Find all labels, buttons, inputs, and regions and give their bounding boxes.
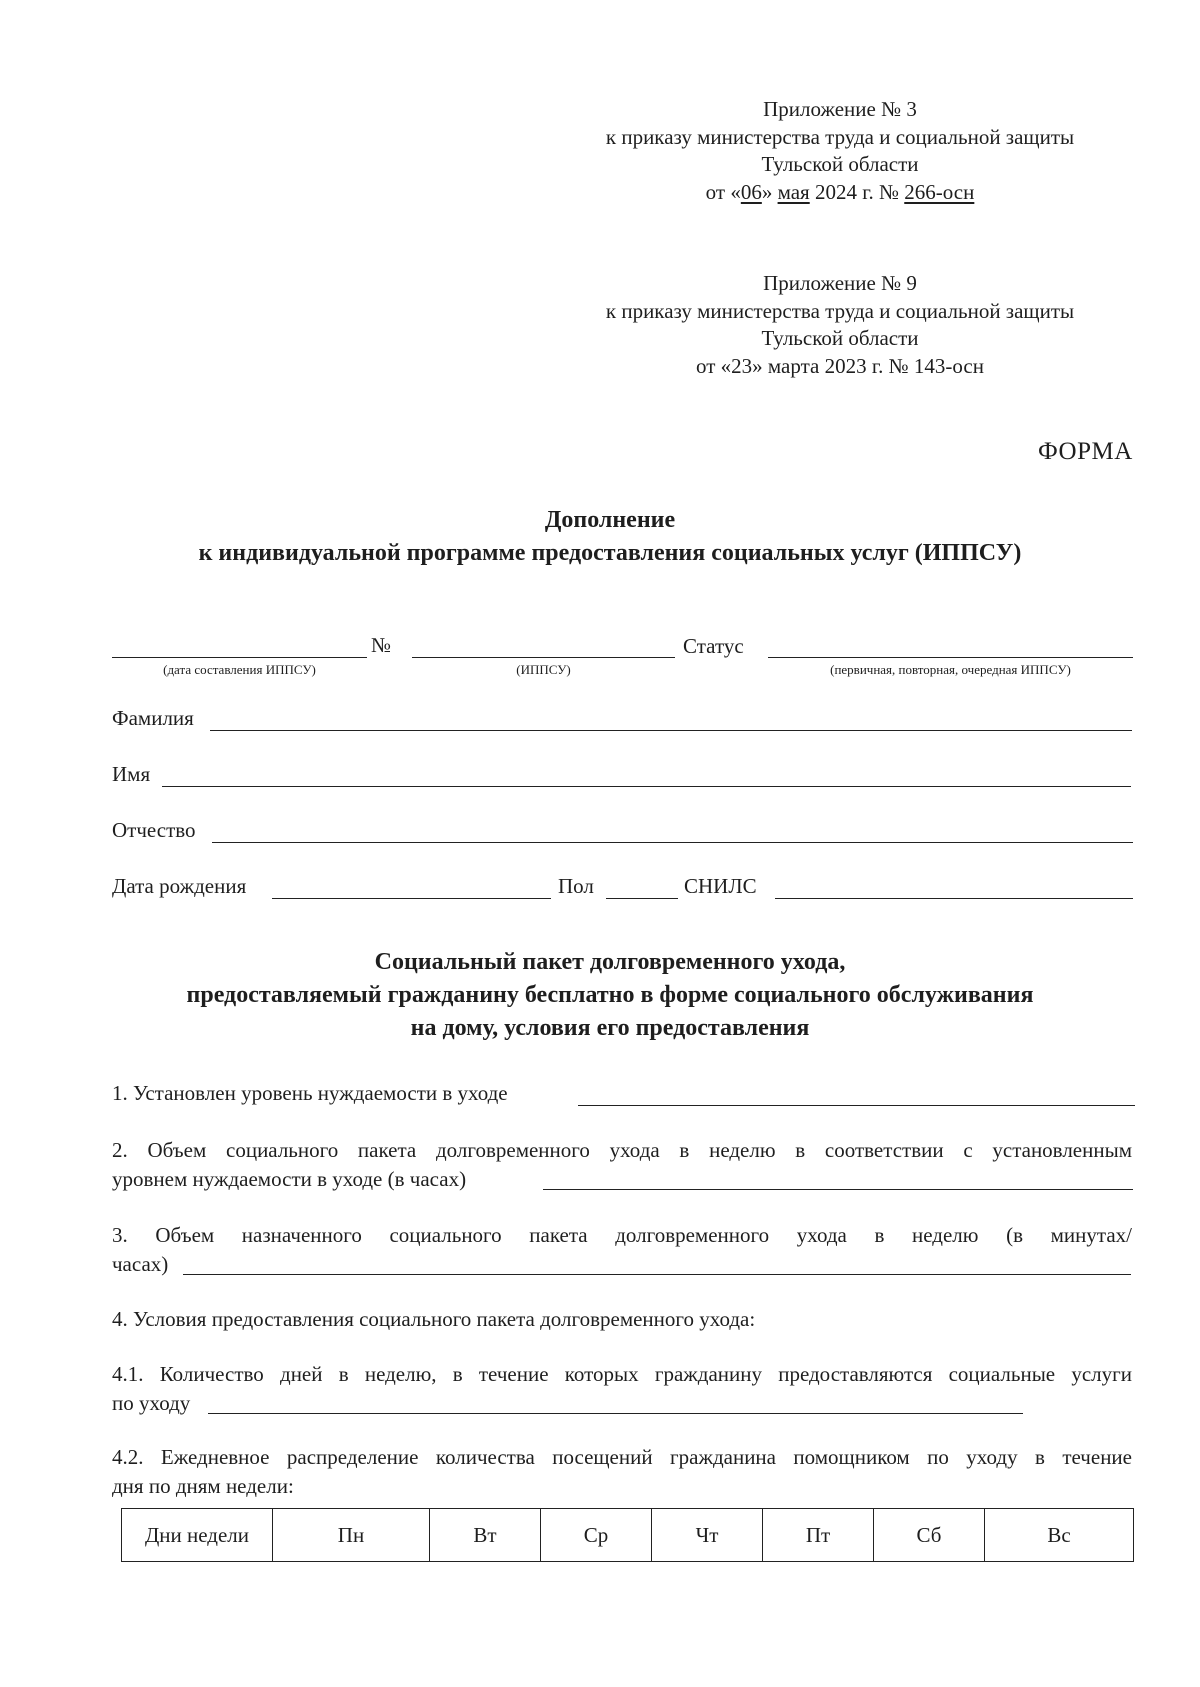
days-header-cell: Дни недели xyxy=(122,1509,273,1562)
item-4-1-first-line: 4.1. Количество дней в неделю, в течение которых гражданину предоставляются социальные услуги xyxy=(112,1362,1132,1386)
date-day: 06 xyxy=(740,179,762,204)
item-4-1-field[interactable] xyxy=(208,1413,1023,1414)
patronymic-field[interactable] xyxy=(212,842,1133,843)
item-3-cont: часах) xyxy=(112,1252,169,1276)
sex-field[interactable] xyxy=(606,898,678,899)
document-title xyxy=(60,504,1160,570)
appendix-9-title: Приложение № 9 xyxy=(763,271,917,295)
snils-label: СНИЛС xyxy=(684,874,757,898)
ippsu-number-field[interactable] xyxy=(412,657,675,658)
birthdate-field[interactable] xyxy=(272,898,551,899)
ippsu-status-field[interactable] xyxy=(768,657,1133,658)
patronymic-label: Отчество xyxy=(112,818,196,842)
section-title-line-2: предоставляемый гражданину бесплатно в форме социального обслуживания xyxy=(186,982,1034,1008)
form-label: ФОРМА xyxy=(1038,438,1133,465)
ippsu-date-field[interactable] xyxy=(112,657,367,658)
surname-field[interactable] xyxy=(210,730,1132,731)
day-cell-sun[interactable]: Вс xyxy=(985,1509,1134,1562)
birthdate-label: Дата рождения xyxy=(112,874,247,898)
section-title xyxy=(60,946,1160,1045)
appendix-9-region-line: Тульской области xyxy=(761,326,919,350)
appendix-3-block xyxy=(560,96,1120,206)
caption-date: (дата составления ИППСУ) xyxy=(163,662,316,677)
item-2-first-line: 2. Объем социального пакета долговременного ухода в неделю в соответствии с установленным xyxy=(112,1138,1132,1162)
appendix-9-date-line: от «23» марта 2023 г. № 143-осн xyxy=(696,353,984,378)
caption-status: (первичная, повторная, очередная ИППСУ) xyxy=(830,662,1071,677)
status-label: Статус xyxy=(683,634,744,658)
item-4-2-first-line: 4.2. Ежедневное распределение количества посещений гражданина помощником по уходу в течение xyxy=(112,1445,1132,1469)
day-cell-sat[interactable]: Сб xyxy=(874,1509,985,1562)
section-title-line-1: Социальный пакет долговременного ухода, xyxy=(374,949,846,975)
item-2-cont: уровнем нуждаемости в уходе (в часах) xyxy=(112,1167,467,1191)
date-year: 2024 г. № xyxy=(809,179,905,204)
day-cell-thu[interactable]: Чт xyxy=(652,1509,763,1562)
surname-label: Фамилия xyxy=(112,706,194,730)
date-prefix: от « xyxy=(705,179,741,204)
name-label: Имя xyxy=(112,762,151,786)
item-2 xyxy=(112,1136,1132,1194)
item-2-field[interactable] xyxy=(543,1189,1133,1190)
appendix-9-order-line: к приказу министерства труда и социальной защиты xyxy=(605,298,1075,323)
title-line-1: Дополнение xyxy=(544,507,676,533)
day-cell-tue[interactable]: Вт xyxy=(430,1509,541,1562)
item-4-2-cont: дня по дням недели: xyxy=(112,1474,294,1498)
caption-ippsu: (ИППСУ) xyxy=(516,662,571,677)
appendix-3-title: Приложение № 3 xyxy=(763,97,917,121)
item-4-1 xyxy=(112,1360,1132,1418)
item-3-field[interactable] xyxy=(183,1274,1131,1275)
item-4-2 xyxy=(112,1443,1132,1501)
name-field[interactable] xyxy=(162,786,1131,787)
date-month: мая xyxy=(777,179,810,204)
order-number: 266-осн xyxy=(904,179,975,204)
item-3-first-line: 3. Объем назначенного социального пакета долговременного ухода в неделю (в минутах/ xyxy=(112,1223,1132,1247)
item-1-text: 1. Установлен уровень нуждаемости в уходе xyxy=(112,1081,508,1105)
title-line-2: к индивидуальной программе предоставления социальных услуг (ИППСУ) xyxy=(198,540,1022,566)
date-mid: » xyxy=(761,179,778,204)
section-title-line-3: на дому, условия его предоставления xyxy=(410,1015,810,1041)
item-4-1-cont: по уходу xyxy=(112,1391,191,1415)
appendix-3-date-line xyxy=(560,179,1120,207)
day-cell-mon[interactable]: Пн xyxy=(273,1509,430,1562)
appendix-3-order-line: к приказу министерства труда и социальной защиты xyxy=(605,124,1075,149)
days-table-row xyxy=(122,1509,1134,1562)
day-cell-fri[interactable]: Пт xyxy=(763,1509,874,1562)
appendix-3-region-line: Тульской области xyxy=(761,152,919,176)
day-cell-wed[interactable]: Ср xyxy=(541,1509,652,1562)
number-sign: № xyxy=(371,633,392,657)
days-of-week-table xyxy=(121,1508,1134,1562)
snils-field[interactable] xyxy=(775,898,1133,899)
item-4-text: 4. Условия предоставления социального пакета долговременного ухода: xyxy=(112,1307,756,1331)
item-1-field[interactable] xyxy=(578,1105,1135,1106)
item-3 xyxy=(112,1221,1132,1279)
appendix-9-block xyxy=(560,270,1120,380)
sex-label: Пол xyxy=(558,874,594,898)
